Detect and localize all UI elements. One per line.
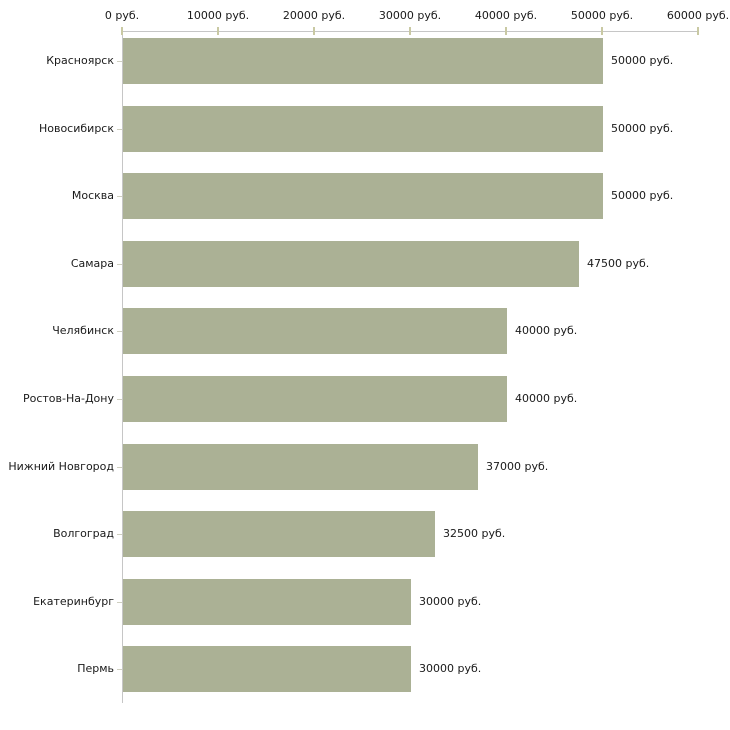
value-label: 40000 руб. bbox=[515, 324, 578, 337]
bar bbox=[123, 38, 603, 84]
category-tick-mark bbox=[117, 602, 122, 603]
category-tick-mark bbox=[117, 264, 122, 265]
bar bbox=[123, 308, 507, 354]
category-tick-mark bbox=[117, 129, 122, 130]
value-label: 30000 руб. bbox=[419, 662, 482, 675]
x-tick-mark bbox=[313, 27, 315, 35]
bar bbox=[123, 106, 603, 152]
bar bbox=[123, 241, 579, 287]
value-label: 30000 руб. bbox=[419, 595, 482, 608]
x-tick-label: 0 руб. bbox=[104, 9, 140, 22]
category-tick-mark bbox=[117, 331, 122, 332]
x-tick-mark bbox=[121, 27, 123, 35]
bar bbox=[123, 376, 507, 422]
value-label: 37000 руб. bbox=[486, 460, 549, 473]
bar bbox=[123, 444, 478, 490]
x-tick-label: 60000 руб. bbox=[666, 9, 730, 22]
bar bbox=[123, 173, 603, 219]
bar bbox=[123, 511, 435, 557]
category-label: Новосибирск bbox=[38, 122, 114, 135]
value-label: 50000 руб. bbox=[611, 189, 674, 202]
bar bbox=[123, 646, 411, 692]
category-label: Екатеринбург bbox=[33, 595, 114, 608]
category-label: Москва bbox=[71, 189, 114, 202]
x-tick-mark bbox=[601, 27, 603, 35]
x-tick-label: 40000 руб. bbox=[474, 9, 538, 22]
x-tick-label: 20000 руб. bbox=[282, 9, 346, 22]
x-tick-label: 50000 руб. bbox=[570, 9, 634, 22]
category-tick-mark bbox=[117, 61, 122, 62]
x-tick-label: 30000 руб. bbox=[378, 9, 442, 22]
category-label: Челябинск bbox=[52, 324, 114, 337]
x-tick-mark bbox=[217, 27, 219, 35]
bar bbox=[123, 579, 411, 625]
category-tick-mark bbox=[117, 534, 122, 535]
category-label: Волгоград bbox=[53, 527, 114, 540]
category-label: Ростов-На-Дону bbox=[22, 392, 114, 405]
category-label: Пермь bbox=[77, 662, 114, 675]
category-tick-mark bbox=[117, 467, 122, 468]
value-label: 50000 руб. bbox=[611, 54, 674, 67]
category-label: Красноярск bbox=[46, 54, 114, 67]
category-tick-mark bbox=[117, 196, 122, 197]
value-label: 32500 руб. bbox=[443, 527, 506, 540]
category-tick-mark bbox=[117, 669, 122, 670]
value-label: 40000 руб. bbox=[515, 392, 578, 405]
value-label: 50000 руб. bbox=[611, 122, 674, 135]
category-label: Нижний Новгород bbox=[8, 460, 114, 473]
x-tick-mark bbox=[505, 27, 507, 35]
value-label: 47500 руб. bbox=[587, 257, 650, 270]
category-label: Самара bbox=[70, 257, 114, 270]
x-tick-label: 10000 руб. bbox=[186, 9, 250, 22]
category-tick-mark bbox=[117, 399, 122, 400]
x-tick-mark bbox=[697, 27, 699, 35]
x-tick-mark bbox=[409, 27, 411, 35]
